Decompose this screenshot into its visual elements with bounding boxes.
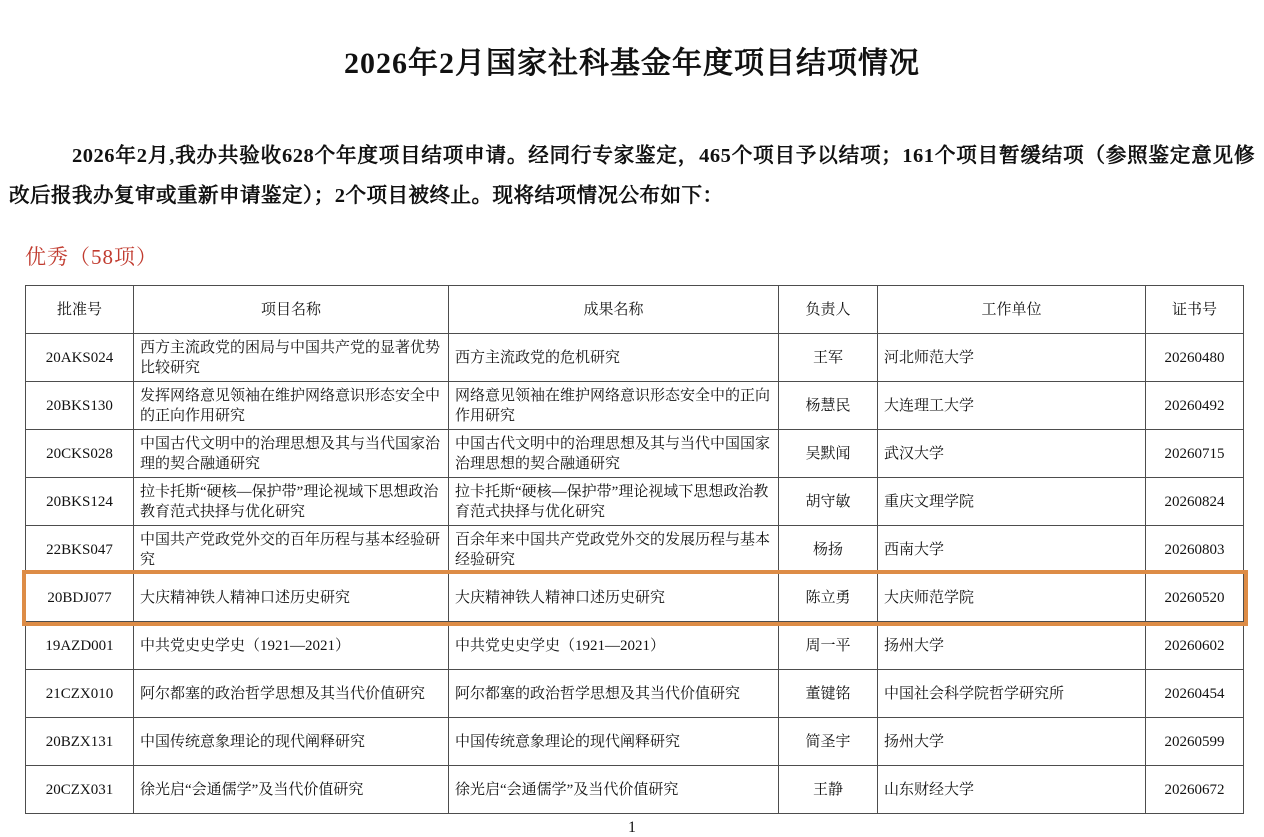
table-row — [26, 526, 1244, 574]
project-name-cell: 西方主流政党的困局与中国共产党的显著优势比较研究 — [134, 334, 449, 382]
leader-cell: 董键铭 — [779, 670, 878, 718]
result-name-cell: 西方主流政党的危机研究 — [449, 334, 779, 382]
approval-no-cell: 20BZX131 — [26, 718, 134, 766]
org-cell: 河北师范大学 — [878, 334, 1146, 382]
cert-no-cell: 20260602 — [1146, 622, 1244, 670]
cert-no-cell: 20260824 — [1146, 478, 1244, 526]
approval-no-cell: 20BKS124 — [26, 478, 134, 526]
approval-no-cell: 20CKS028 — [26, 430, 134, 478]
leader-cell: 杨扬 — [779, 526, 878, 574]
cert-no-cell: 20260492 — [1146, 382, 1244, 430]
approval-no-cell: 21CZX010 — [26, 670, 134, 718]
project-name-cell: 中国共产党政党外交的百年历程与基本经验研究 — [134, 526, 449, 574]
result-name-cell: 大庆精神铁人精神口述历史研究 — [449, 574, 779, 622]
header-approval-no: 批准号 — [26, 286, 134, 334]
table-row-highlighted — [26, 574, 1244, 622]
result-name-cell: 拉卡托斯“硬核—保护带”理论视域下思想政治教育范式抉择与优化研究 — [449, 478, 779, 526]
leader-cell: 胡守敏 — [779, 478, 878, 526]
project-name-cell: 拉卡托斯“硬核—保护带”理论视域下思想政治教育范式抉择与优化研究 — [134, 478, 449, 526]
cert-no-cell: 20260454 — [1146, 670, 1244, 718]
cert-no-cell: 20260520 — [1146, 574, 1244, 622]
cert-no-cell: 20260480 — [1146, 334, 1244, 382]
result-name-cell: 阿尔都塞的政治哲学思想及其当代价值研究 — [449, 670, 779, 718]
results-table — [25, 285, 1244, 814]
leader-cell: 周一平 — [779, 622, 878, 670]
header-cert-no: 证书号 — [1146, 286, 1244, 334]
leader-cell: 陈立勇 — [779, 574, 878, 622]
leader-cell: 简圣宇 — [779, 718, 878, 766]
page-title: 2026年2月国家社科基金年度项目结项情况 — [344, 47, 920, 80]
org-cell: 扬州大学 — [878, 622, 1146, 670]
header-org: 工作单位 — [878, 286, 1146, 334]
result-name-cell: 中国传统意象理论的现代阐释研究 — [449, 718, 779, 766]
org-cell: 武汉大学 — [878, 430, 1146, 478]
org-cell: 重庆文理学院 — [878, 478, 1146, 526]
project-name-cell: 徐光启“会通儒学”及当代价值研究 — [134, 766, 449, 814]
project-name-cell: 发挥网络意见领袖在维护网络意识形态安全中的正向作用研究 — [134, 382, 449, 430]
result-name-cell: 中国古代文明中的治理思想及其与当代中国国家治理思想的契合融通研究 — [449, 430, 779, 478]
table-row — [26, 766, 1244, 814]
header-leader: 负责人 — [779, 286, 878, 334]
cert-no-cell: 20260803 — [1146, 526, 1244, 574]
project-name-cell: 中国古代文明中的治理思想及其与当代国家治理的契合融通研究 — [134, 430, 449, 478]
approval-no-cell: 20CZX031 — [26, 766, 134, 814]
approval-no-cell: 22BKS047 — [26, 526, 134, 574]
approval-no-cell: 20AKS024 — [26, 334, 134, 382]
leader-cell: 杨慧民 — [779, 382, 878, 430]
leader-cell: 王军 — [779, 334, 878, 382]
table-row — [26, 670, 1244, 718]
intro-paragraph: 2026年2月,我办共验收628个年度项目结项申请。经同行专家鉴定，465个项目予以结项；161个项目暂缓结项（参照鉴定意见修改后报我办复审或重新申请鉴定）；2个项目被终止。现将结项情况公布如下： — [9, 145, 1255, 207]
project-name-cell: 中共党史史学史（1921—2021） — [134, 622, 449, 670]
approval-no-cell: 19AZD001 — [26, 622, 134, 670]
table-row — [26, 622, 1244, 670]
org-cell: 大庆师范学院 — [878, 574, 1146, 622]
project-name-cell: 阿尔都塞的政治哲学思想及其当代价值研究 — [134, 670, 449, 718]
header-project-name: 项目名称 — [134, 286, 449, 334]
result-name-cell: 中共党史史学史（1921—2021） — [449, 622, 779, 670]
header-result-name: 成果名称 — [449, 286, 779, 334]
approval-no-cell: 20BDJ077 — [26, 574, 134, 622]
org-cell: 西南大学 — [878, 526, 1146, 574]
leader-cell: 王静 — [779, 766, 878, 814]
section-heading-excellent: 优秀（58项） — [25, 245, 158, 269]
results-table-body — [26, 334, 1244, 814]
table-row — [26, 718, 1244, 766]
approval-no-cell: 20BKS130 — [26, 382, 134, 430]
table-row — [26, 382, 1244, 430]
project-name-cell: 中国传统意象理论的现代阐释研究 — [134, 718, 449, 766]
result-name-cell: 百余年来中国共产党政党外交的发展历程与基本经验研究 — [449, 526, 779, 574]
cert-no-cell: 20260599 — [1146, 718, 1244, 766]
leader-cell: 吴默闻 — [779, 430, 878, 478]
page-number: 1 — [628, 819, 636, 837]
cert-no-cell: 20260672 — [1146, 766, 1244, 814]
project-name-cell: 大庆精神铁人精神口述历史研究 — [134, 574, 449, 622]
org-cell: 山东财经大学 — [878, 766, 1146, 814]
cert-no-cell: 20260715 — [1146, 430, 1244, 478]
org-cell: 扬州大学 — [878, 718, 1146, 766]
table-row — [26, 430, 1244, 478]
table-row — [26, 478, 1244, 526]
result-name-cell: 网络意见领袖在维护网络意识形态安全中的正向作用研究 — [449, 382, 779, 430]
org-cell: 中国社会科学院哲学研究所 — [878, 670, 1146, 718]
table-row — [26, 334, 1244, 382]
org-cell: 大连理工大学 — [878, 382, 1146, 430]
result-name-cell: 徐光启“会通儒学”及当代价值研究 — [449, 766, 779, 814]
table-header-row — [26, 286, 1244, 334]
